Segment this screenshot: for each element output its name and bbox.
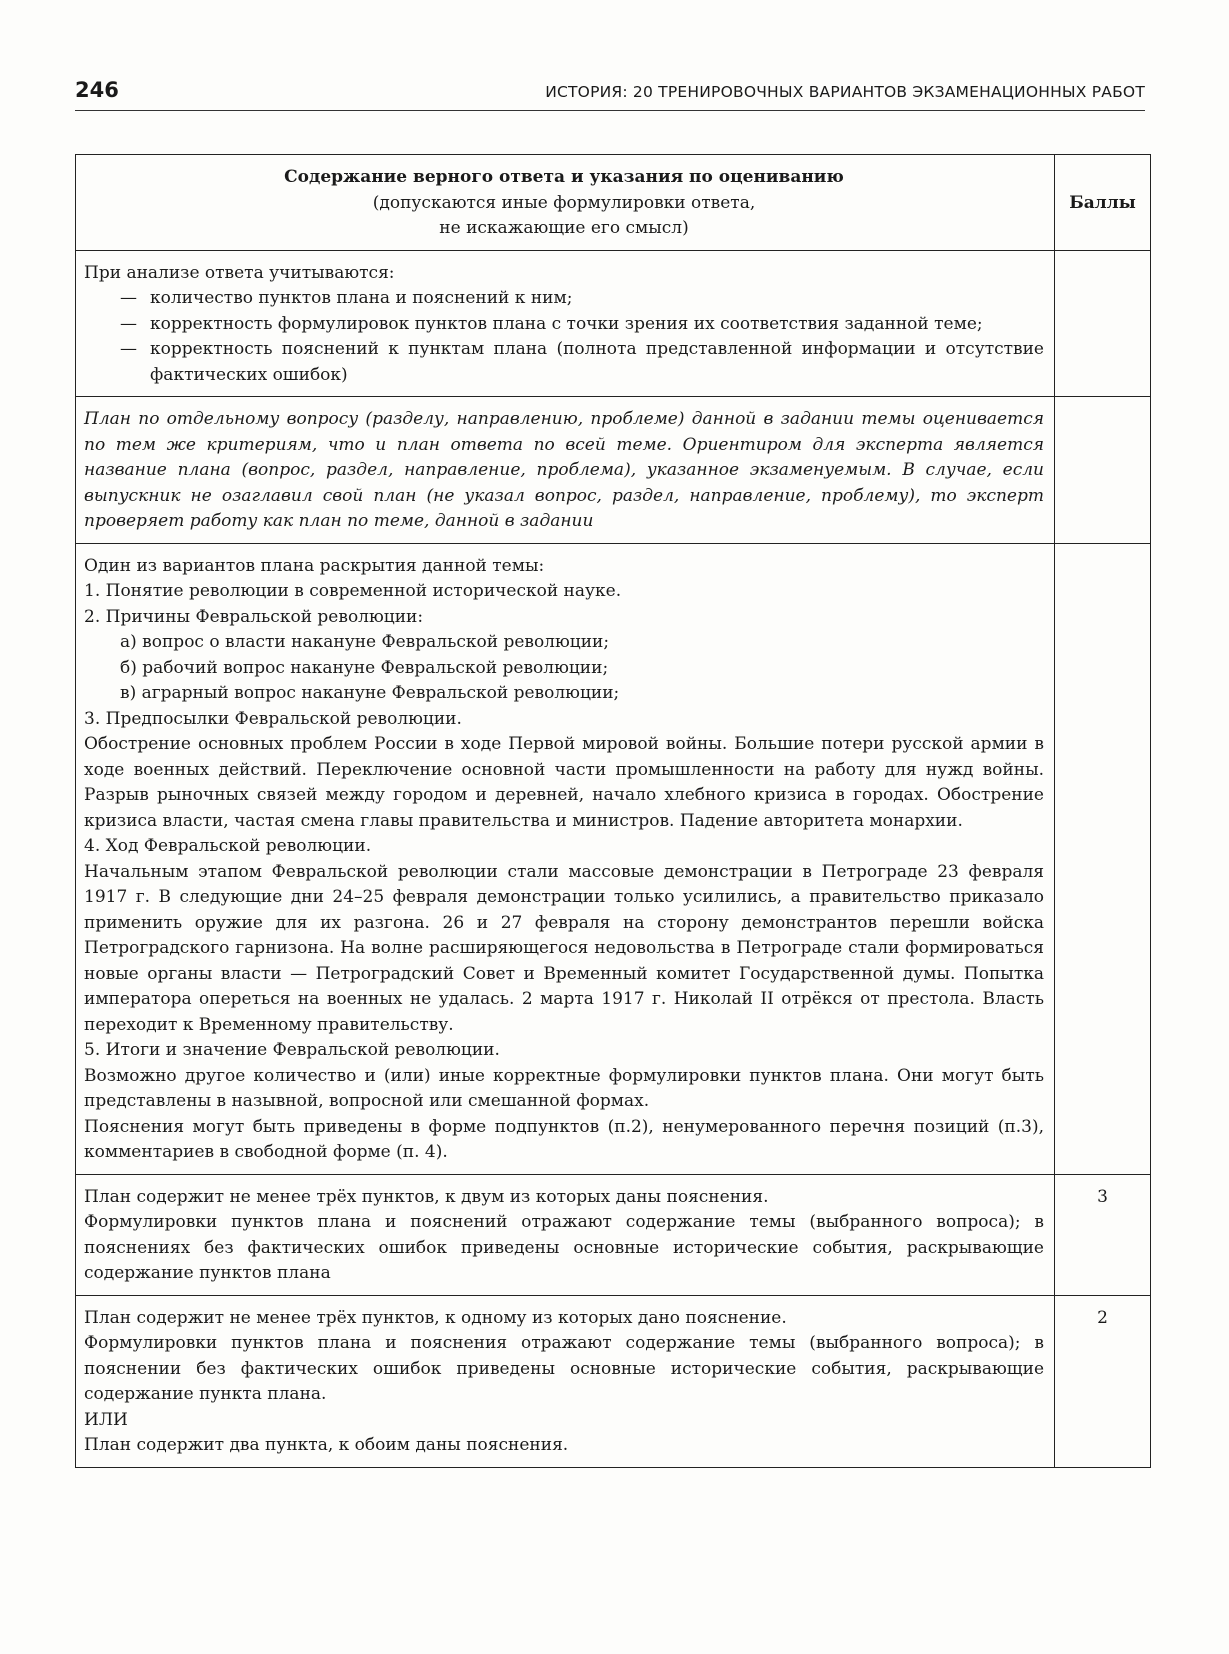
plan-explanation: Начальным этапом Февральской революции стали массовые демонстрации в Петрограде 23 февраля 1917 г. В следующие дни 24–25 февраля демонстрации только усилились, а правительство приказало применить оружие для их разгона. 26 и 27 февраля на сторону демонстрантов перешли войска Петроградского гарнизона. На волне расширяющегося недовольства в Петрограде стали формироваться новые органы власти — Петроградский Совет и Временный комитет Государственной думы. Попытка императора опереться на военных не удалась. 2 марта 1917 г. Николай II отрёкся от престола. Власть переходит к Временному правительству. — [84, 861, 1044, 1035]
note-cell — [76, 397, 1055, 544]
criteria-cell — [76, 250, 1055, 397]
criteria-intro: При анализе ответа учитываются: — [84, 262, 395, 283]
plan-row — [76, 543, 1151, 1174]
score-row-3 — [76, 1174, 1151, 1295]
points-cell-empty — [1055, 250, 1151, 397]
book-title: ИСТОРИЯ: 20 ТРЕНИРОВОЧНЫХ ВАРИАНТОВ ЭКЗАМЕНАЦИОННЫХ РАБОТ — [545, 83, 1145, 101]
criteria-item-text: корректность формулировок пунктов плана с точки зрения их соответствия заданной теме; — [150, 313, 983, 334]
page-number: 246 — [75, 78, 119, 102]
criteria-item-text: корректность пояснений к пунктам плана (полнота представленной информации и отсутствие фактических ошибок) — [150, 339, 1044, 385]
running-header — [75, 78, 1145, 111]
score-3-line: План содержит не менее трёх пунктов, к двум из которых даны пояснения. — [84, 1186, 769, 1207]
header-content-cell — [76, 155, 1055, 251]
plan-explanation: Обострение основных проблем России в ходе Первой мировой войны. Большие потери русской армии в ходе военных действий. Переключение основной части промышленности на работу для нужд войны. Разрыв рыночных связей между городом и деревней, начало хлебного кризиса в городах. Обострение кризиса власти, частая смена главы правительства и министров. Падение авторитета монархии. — [84, 734, 1044, 831]
points-cell-empty — [1055, 397, 1151, 544]
plan-cell — [76, 543, 1055, 1174]
score-2-or: ИЛИ — [84, 1409, 128, 1430]
score-2-line: План содержит два пункта, к обоим даны пояснения. — [84, 1435, 569, 1455]
score-row-2 — [76, 1295, 1151, 1467]
plan-point: 2. Причины Февральской революции: — [84, 606, 424, 627]
grading-table — [75, 154, 1151, 1468]
header-note-line1: (допускаются иные формулировки ответа, — [372, 192, 756, 213]
dash-marker: — — [120, 339, 137, 359]
criteria-item-text: количество пунктов плана и пояснений к ним; — [150, 288, 573, 308]
header-note-line2: не искажающие его смысл) — [439, 218, 689, 238]
criteria-item — [84, 286, 1044, 312]
score-3-criteria — [76, 1174, 1055, 1295]
plan-point: 5. Итоги и значение Февральской революции. — [84, 1040, 500, 1060]
note-row — [76, 397, 1151, 544]
plan-subpoint: б) рабочий вопрос накануне Февральской революции; — [120, 657, 609, 678]
criteria-item — [84, 337, 1044, 388]
plan-intro: Один из вариантов плана раскрытия данной темы: — [84, 555, 545, 576]
points-cell-empty — [1055, 543, 1151, 1174]
plan-subpoint: в) аграрный вопрос накануне Февральской революции; — [120, 683, 620, 703]
score-3-points: 3 — [1055, 1174, 1151, 1295]
plan-point: 1. Понятие революции в современной исторической науке. — [84, 581, 622, 601]
dash-marker: — — [120, 288, 137, 308]
score-2-criteria — [76, 1295, 1055, 1467]
plan-subpoint: а) вопрос о власти накануне Февральской революции; — [120, 632, 610, 652]
score-2-line: Формулировки пунктов плана и пояснения отражают содержание темы (выбранного вопроса); в пояснении без фактических ошибок приведены основные исторические события, раскрывающие содержание пункта плана. — [84, 1333, 1044, 1404]
criteria-row — [76, 250, 1151, 397]
score-2-line: План содержит не менее трёх пунктов, к одному из которых дано пояснение. — [84, 1307, 787, 1328]
italic-note: План по отдельному вопросу (разделу, направлению, проблеме) данной в задании темы оценивается по тем же критериям, что и план ответа по всей теме. Ориентиром для эксперта является название плана (вопрос, раздел, направление, проблема), указанное экзаменуемым. В случае, если выпускник не озаглавил свой план (не указал вопрос, раздел, направление, проблему), то эксперт проверяет работу как план по теме, данной в задании — [84, 409, 1044, 531]
plan-point: 3. Предпосылки Февральской революции. — [84, 708, 462, 729]
plan-remark: Пояснения могут быть приведены в форме подпунктов (п.2), ненумерованного перечня позиций (п.3), комментариев в свободной форме (п. 4). — [84, 1116, 1044, 1162]
table-header-row — [76, 155, 1151, 251]
dash-marker: — — [120, 313, 137, 334]
points-column-header: Баллы — [1055, 155, 1151, 251]
header-title: Содержание верного ответа и указания по оцениванию — [284, 167, 844, 187]
plan-point: 4. Ход Февральской революции. — [84, 836, 372, 856]
criteria-item — [84, 312, 1044, 338]
score-3-line: Формулировки пунктов плана и пояснений отражают содержание темы (выбранного вопроса); в пояснениях без фактических ошибок приведены основные исторические события, раскрывающие содержание пунктов плана — [84, 1212, 1044, 1283]
plan-remark: Возможно другое количество и (или) иные корректные формулировки пунктов плана. Они могут быть представлены в назывной, вопросной или смешанной формах. — [84, 1065, 1044, 1111]
score-2-points: 2 — [1055, 1295, 1151, 1467]
